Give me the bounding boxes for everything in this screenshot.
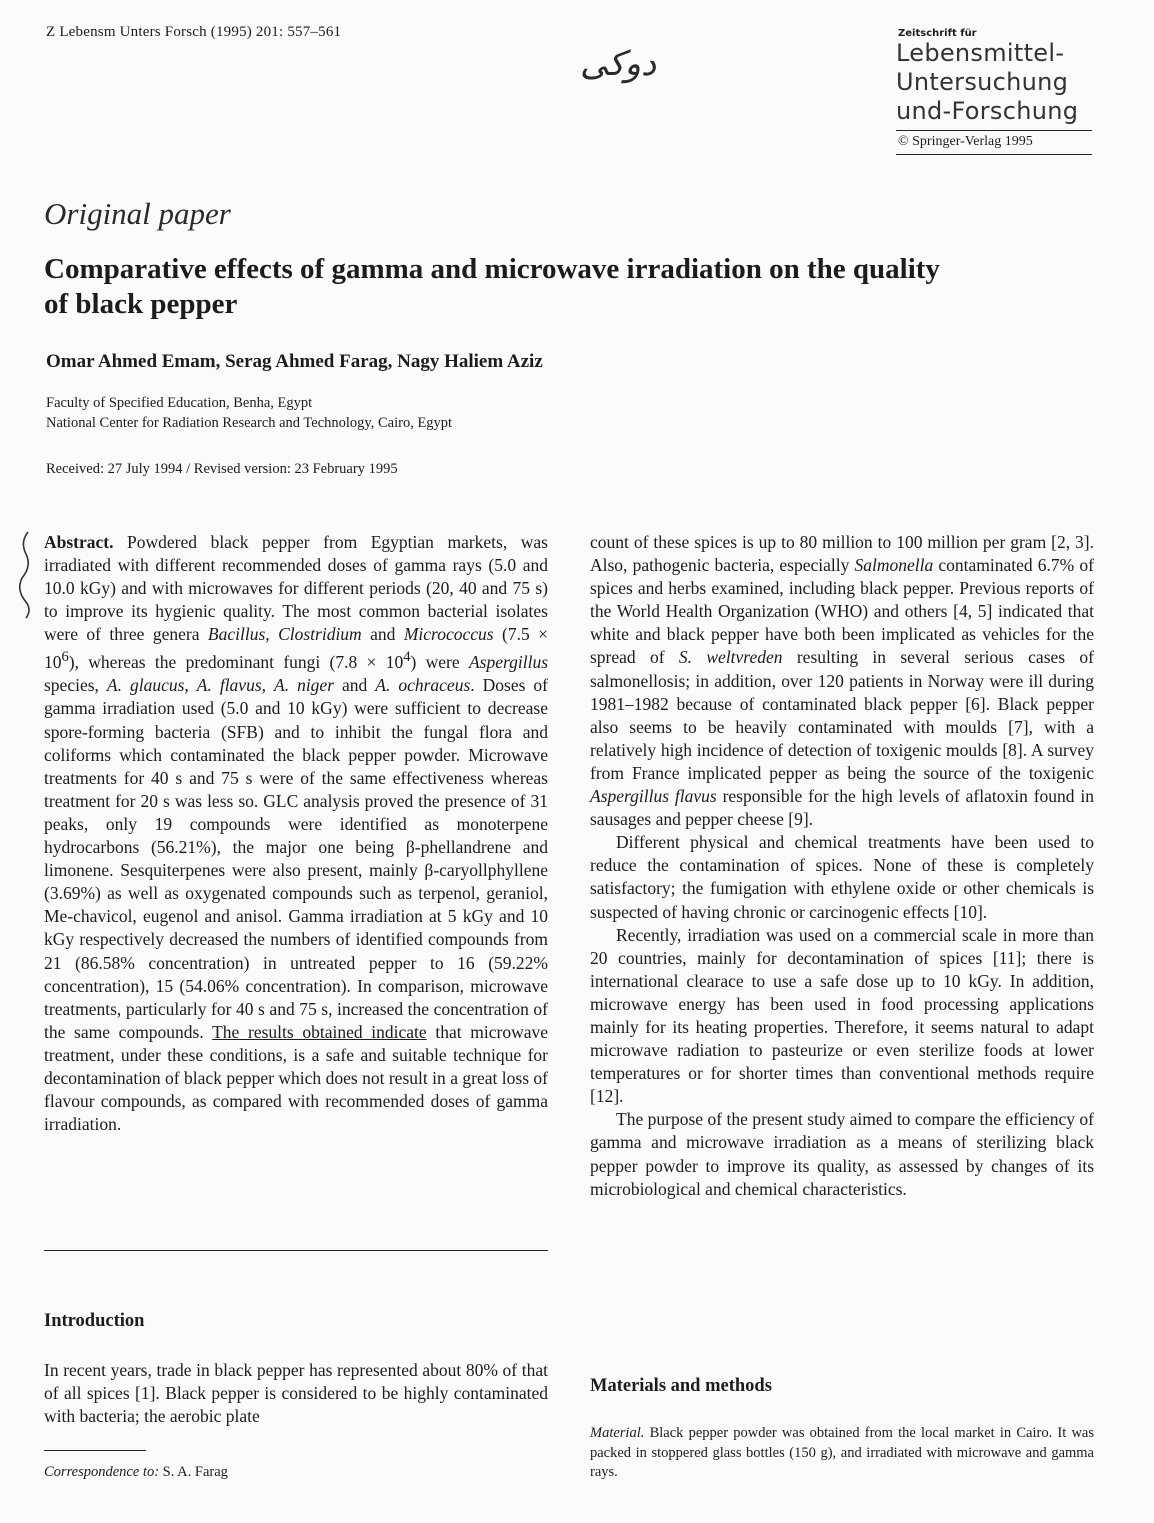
abstract-text: ), whereas the predominant fungi (7.8 × 10: [68, 652, 404, 673]
species-name: Aspergillus flavus: [590, 786, 717, 807]
received-dates: Received: 27 July 1994 / Revised version: 23 February 1995: [46, 461, 398, 477]
affiliation-1: Faculty of Specified Education, Benha, Egypt: [46, 395, 313, 411]
handwritten-margin-bracket: [14, 528, 38, 620]
abstract-text: and: [361, 624, 404, 645]
correspondence-footnote: [44, 1464, 228, 1481]
exponent: 4: [403, 649, 411, 666]
materials-methods-heading: Materials and methods: [590, 1376, 772, 1396]
journal-logo-line2: Untersuchung: [896, 68, 1069, 96]
species-name: A. ochraceus: [375, 675, 471, 696]
abstract-text: species,: [44, 675, 107, 696]
correspondence-label: Correspondence to:: [44, 1464, 160, 1480]
abstract-text: that microwave treatment, under these conditions, is a safe and suitable technique for decontamination of black pepper which does not result in a great loss of flavour compounds, as compared with recommended doses of gamma irradiation.: [44, 1021, 548, 1135]
abstract-text: (7.5 × 10: [44, 624, 548, 673]
abstract-text: Powdered black pepper from Egyptian markets, was irradiated with different recommended doses of gamma rays (5.0 and 10.0 kGy) and with microwaves for different periods (20, 40 and 75 s) to improve its hygienic quality. The most common bacterial isolates were of three genera: [44, 532, 548, 645]
handwritten-note: دوكى: [580, 44, 657, 84]
abstract-text: . Doses of gamma irradiation used (5.0 and 10 kGy) were sufficient to decrease spore-forming bacteria (SFB) and to inhibit the fungal flora and coliforms which contaminated the black pepper powder. Microwave treatments for 40 s and 75 s were of the same effectiveness whereas treatment for 20 s was less so. GLC analysis proved the presence of 31 peaks, only 19 compounds were identified as monoterpene hydrocarbons (56.21%), the major one being β-phellandrene and limonene. Sesquiterpenes were also present, mainly β-caryollphyllene (3.69%) as well as oxygenated compounds such as terpenol, geraniol, Me-chavicol, eugenol and anisol. Gamma irradiation at 5 kGy and 10 kGy respectively decreased the numbers of identified compounds from 21 (86.58% concentration) in untreated pepper to 16 (59.22% concentration), 15 (54.06% concentration). In comparison, microwave treatments, particularly for 40 s and 75 s, increased the concentration of the same compounds.: [44, 675, 548, 1042]
introduction-heading: Introduction: [44, 1311, 145, 1331]
paper-title: Comparative effects of gamma and microwave irradiation on the quality of black pepper: [44, 253, 940, 320]
abstract-text: and: [334, 675, 376, 696]
introduction-continued: [590, 531, 1094, 1201]
materials-label: Material.: [590, 1425, 645, 1441]
body-text: count of these spices is up to 80 million to 100 million per gram [2, 3]. Also, pathogenic bacteria, especially: [590, 532, 1094, 576]
body-paragraph: [590, 531, 1094, 831]
genus-name: Salmonella: [854, 555, 934, 576]
abstract-paragraph: [44, 531, 548, 1136]
species-name: A. glaucus: [106, 675, 185, 696]
affiliations: [46, 393, 452, 433]
body-text: contaminated 6.7% of spices and herbs examined, including black pepper. Previous reports of the World Health Organization (WHO) and others [4, 5] indicated that white and black pepper have both been implicated as vehicles for the spread of: [590, 555, 1094, 668]
journal-logo-line1: Lebensmittel-: [896, 39, 1065, 67]
affiliation-2: National Center for Radiation Research and Technology, Cairo, Egypt: [46, 415, 453, 431]
author-list: Omar Ahmed Emam, Serag Ahmed Farag, Nagy Haliem Aziz: [46, 351, 543, 372]
body-text: resulting in several serious cases of salmonellosis; in addition, over 120 patients in Norway were ill during 1981–1982 because of contaminated black pepper [6]. Black pepper also seems to be heavily contaminated with moulds [7], with a relatively high incidence of detection of toxigenic moulds [8]. A survey from France implicated pepper as being the source of the toxigenic: [590, 647, 1094, 783]
abstract-text: ,: [184, 675, 197, 696]
underlined-phrase: The results obtained indicate: [212, 1021, 427, 1042]
journal-citation: Z Lebensm Unters Forsch (1995) 201: 557–561: [46, 24, 342, 40]
journal-logo: [896, 28, 1092, 155]
species-name: A. flavus: [196, 675, 262, 696]
logo-divider: [896, 130, 1092, 131]
journal-logo-line3: und-Forschung: [896, 97, 1079, 125]
body-paragraph: Different physical and chemical treatments have been used to reduce the contamination of spices. None of these is completely satisfactory; the fumigation with ethylene oxide or other chemicals is suspected of having chronic or carcinogenic effects [10].: [590, 832, 1094, 922]
logo-divider-bottom: [896, 154, 1092, 155]
publisher-copyright: © Springer-Verlag 1995: [898, 134, 1033, 149]
genus-name: Bacillus, Clostridium: [207, 624, 362, 645]
genus-name: Aspergillus: [468, 652, 549, 673]
body-paragraph: The purpose of the present study aimed to compare the efficiency of gamma and microwave irradiation as a means of sterilizing black pepper powder to improve its quality, as assessed by changes of its microbiological and chemical characteristics.: [590, 1109, 1094, 1199]
abstract-text: ,: [261, 675, 275, 696]
species-name: S. weltvreden: [678, 647, 783, 668]
journal-logo-prefix: Zeitschrift für: [898, 28, 977, 39]
species-name: A. niger: [274, 675, 335, 696]
correspondence-name: S. A. Farag: [159, 1464, 228, 1480]
genus-name: Micrococcus: [403, 624, 494, 645]
body-paragraph: Recently, irradiation was used on a commercial scale in more than 20 countries, mainly for decontamination of spices [11]; there is international clearace to use a safe dose up to 10 kGy. In addition, microwave energy has been used in food processing applications mainly for its heating properties. Therefore, it seems natural to adapt microwave radiation to pasteurize or even sterilize foods at lower temperatures or for shorter times than conventional methods require [12].: [590, 924, 1094, 1107]
body-text: responsible for the high levels of aflatoxin found in sausages and pepper cheese [9].: [590, 786, 1094, 830]
paper-type: Original paper: [44, 196, 231, 231]
abstract-text: ) were: [410, 652, 469, 673]
exponent: 6: [61, 649, 69, 666]
introduction-paragraph: In recent years, trade in black pepper has represented about 80% of that of all spices [1]. Black pepper is considered to be highly contaminated with bacteria; the aerobic plate: [44, 1360, 548, 1427]
abstract-label: Abstract.: [44, 532, 114, 552]
abstract-divider: [44, 1250, 548, 1251]
footnote-divider: [44, 1450, 146, 1451]
abstract: [44, 531, 548, 1136]
materials-paragraph: [590, 1424, 1094, 1483]
materials-text: Black pepper powder was obtained from the local market in Cairo. It was packed in stoppered glass bottles (150 g), and irradiated with microwave and gamma rays.: [590, 1425, 1094, 1480]
